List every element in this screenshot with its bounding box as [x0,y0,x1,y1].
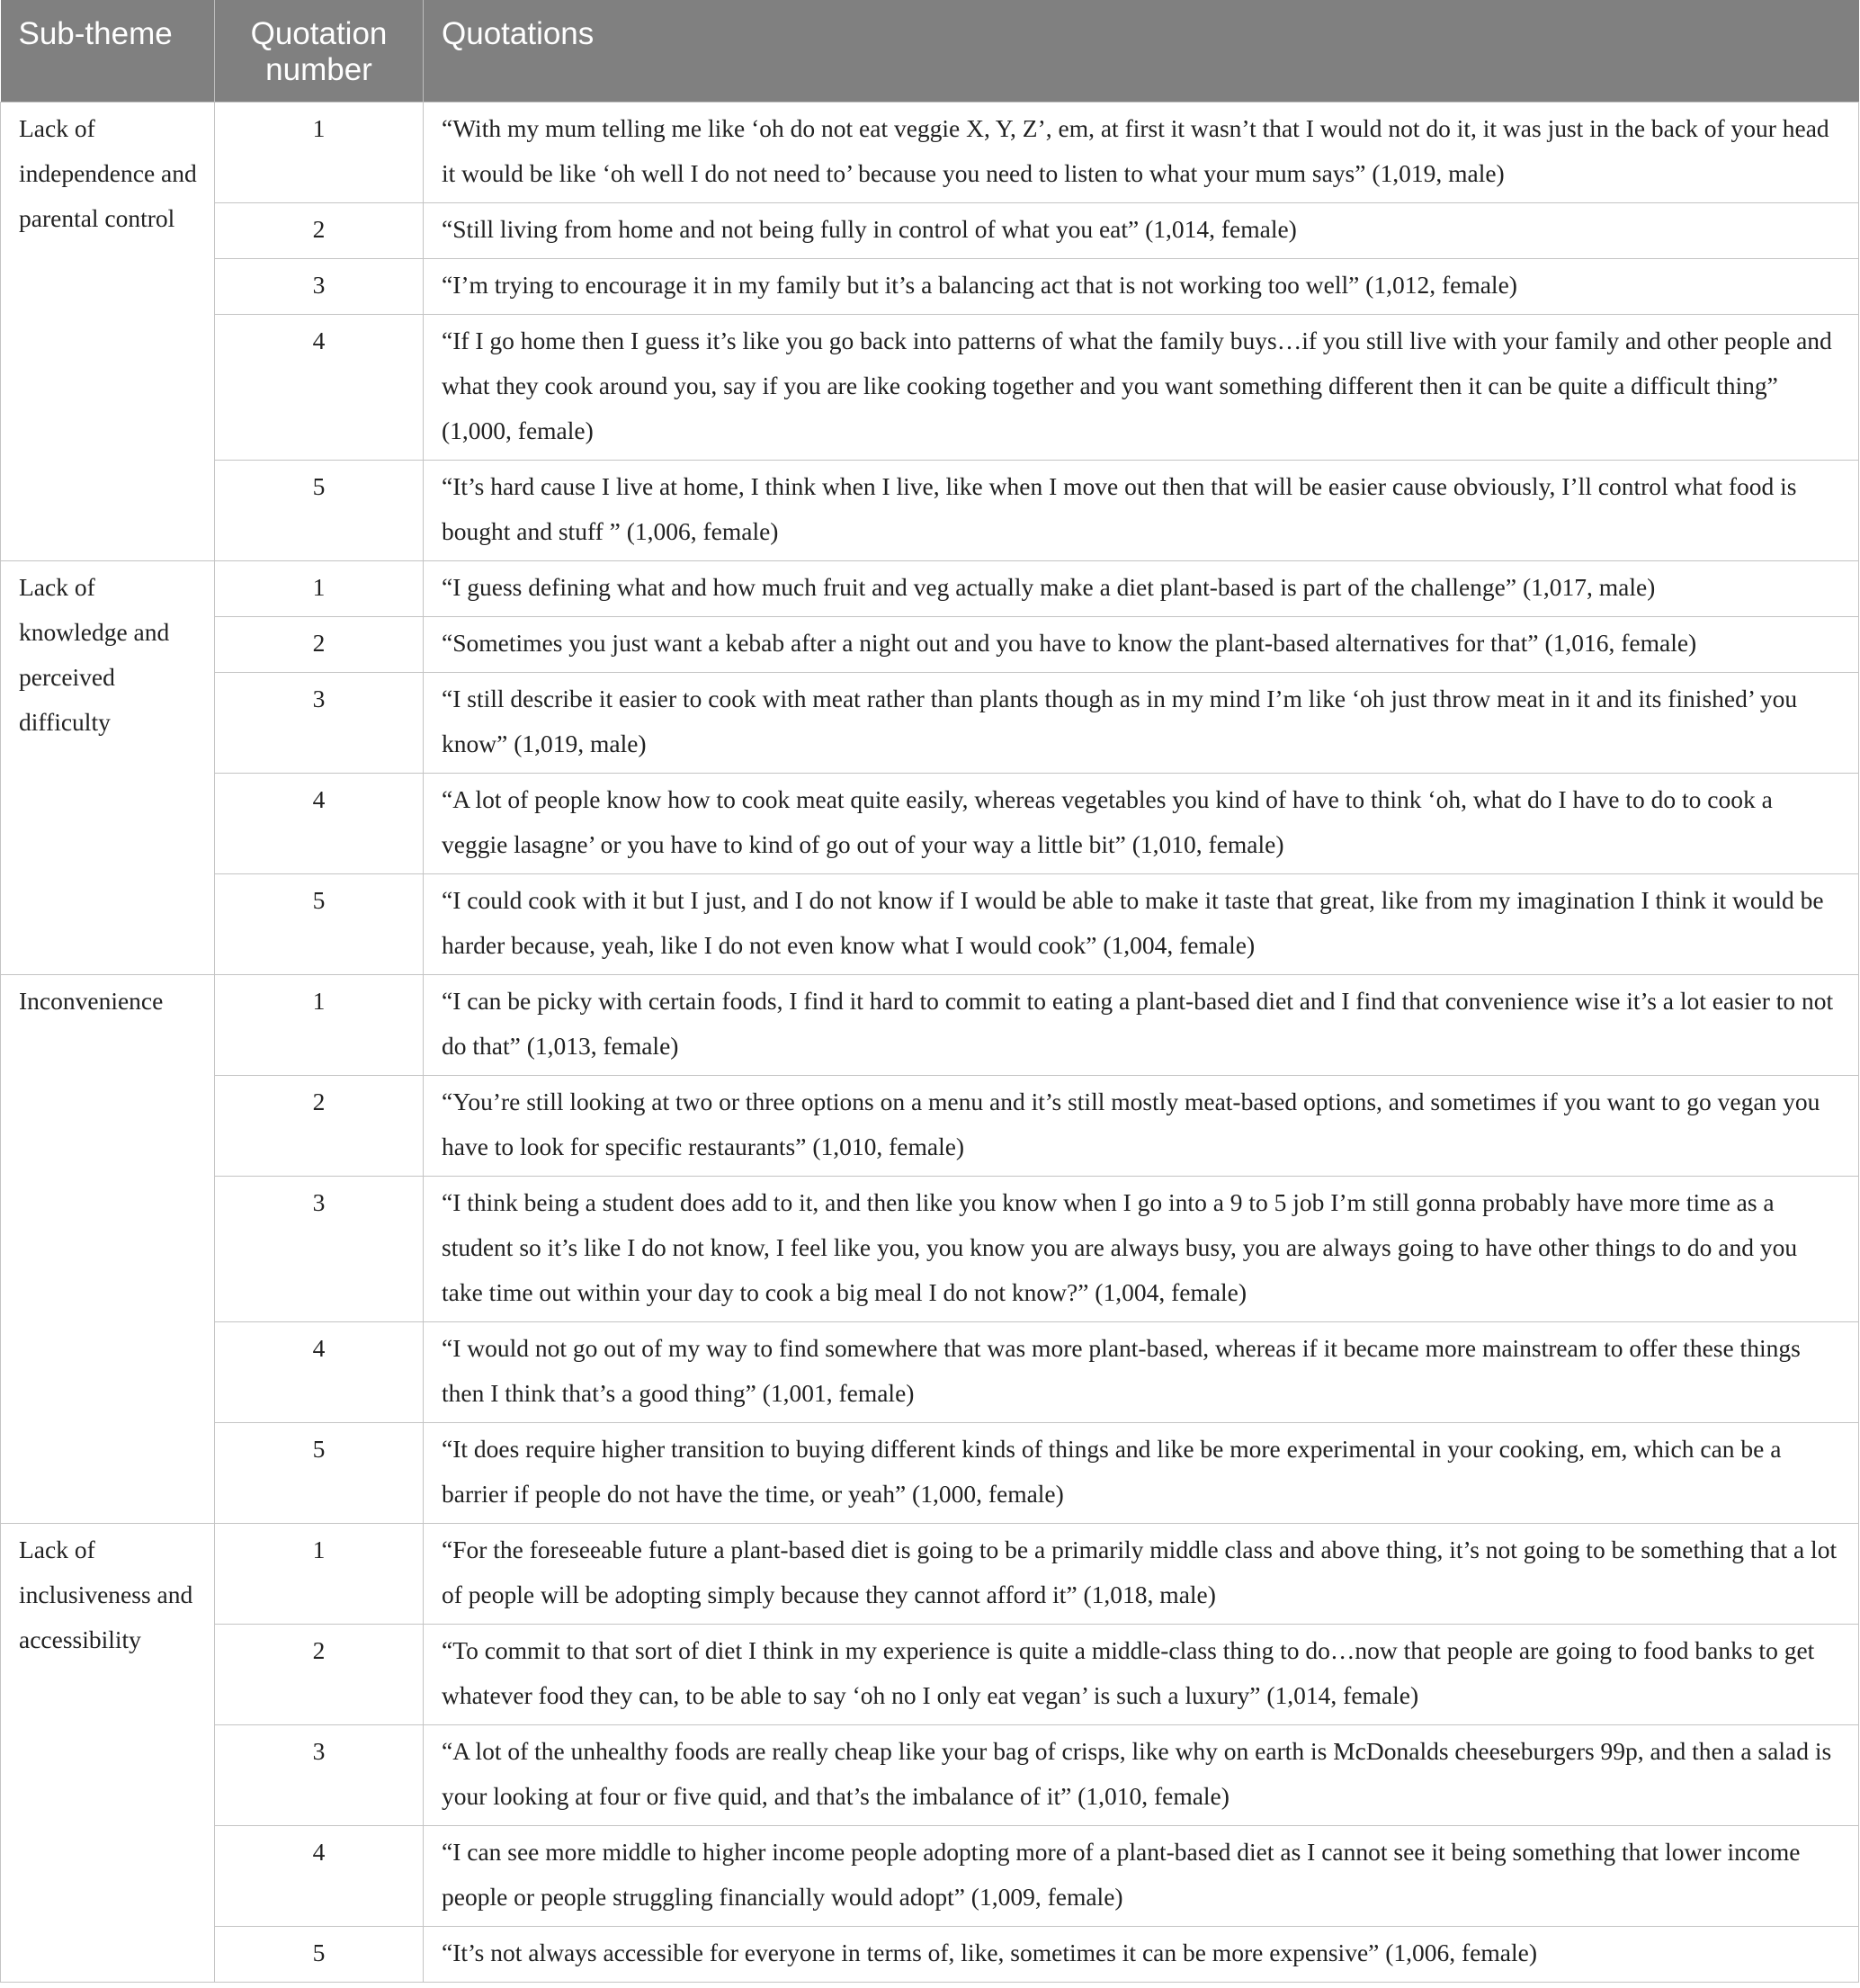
sub-theme-cell: Lack of inclusiveness and accessibility [1,1523,215,1982]
table-row [1,560,1859,616]
sub-theme-cell: Lack of knowledge and perceived difficulty [1,560,215,974]
quotation-number-cell: 1 [215,1523,424,1624]
table-row [1,1075,1859,1176]
quotation-number-cell: 5 [215,1422,424,1523]
quotation-cell: “I’m trying to encourage it in my family but it’s a balancing act that is not working too well” (1,012, female) [424,258,1859,314]
quotation-cell: “A lot of the unhealthy foods are really cheap like your bag of crisps, like why on earth is McDonalds cheeseburgers 99p, and then a salad is your looking at four or five quid, and that’s the imbalance of it” (1,010, female) [424,1724,1859,1825]
quotation-cell: “A lot of people know how to cook meat quite easily, whereas vegetables you kind of have to think ‘oh, what do I have to do to cook a veggie lasagne’ or you have to kind of go out of your way a little bit” (1,010, female) [424,773,1859,873]
table-row [1,102,1859,202]
table-row [1,1724,1859,1825]
table-row [1,1321,1859,1422]
table-row [1,258,1859,314]
quotation-number-cell: 2 [215,1075,424,1176]
quotation-number-cell: 3 [215,1724,424,1825]
quotation-cell: “For the foreseeable future a plant-based diet is going to be a primarily middle class and above thing, it’s not going to be something that a lot of people will be adopting simply because they cannot afford it” (1,018, male) [424,1523,1859,1624]
quotation-cell: “You’re still looking at two or three options on a menu and it’s still mostly meat-based options, and sometimes if you want to go vegan you have to look for specific restaurants” (1,010, female) [424,1075,1859,1176]
table-body [1,102,1859,1982]
quotation-number-cell: 4 [215,773,424,873]
table-row [1,1422,1859,1523]
header-sub-theme: Sub-theme [1,0,215,102]
table-row [1,873,1859,974]
quotation-number-cell: 3 [215,1176,424,1321]
quotation-cell: “Sometimes you just want a kebab after a night out and you have to know the plant-based alternatives for that” (1,016, female) [424,616,1859,672]
quotation-cell: “I can see more middle to higher income people adopting more of a plant-based diet as I cannot see it being something that lower income people or people struggling financially would adopt” (1,009, female) [424,1825,1859,1926]
quotation-cell: “With my mum telling me like ‘oh do not eat veggie X, Y, Z’, em, at first it wasn’t that I would not do it, it was just in the back of your head it would be like ‘oh well I do not need to’ because you need to listen to what your mum says” (1,019, male) [424,102,1859,202]
quotation-number-cell: 5 [215,873,424,974]
table-row [1,616,1859,672]
header-quotations: Quotations [424,0,1859,102]
quotation-number-cell: 5 [215,460,424,560]
table-row [1,202,1859,258]
quotation-cell: “Still living from home and not being fully in control of what you eat” (1,014, female) [424,202,1859,258]
quotation-cell: “I guess defining what and how much fruit and veg actually make a diet plant-based is part of the challenge” (1,017, male) [424,560,1859,616]
quotation-number-cell: 5 [215,1926,424,1982]
sub-theme-cell: Inconvenience [1,974,215,1523]
table-row [1,1825,1859,1926]
header-quotation-number: Quotation number [215,0,424,102]
quotation-number-cell: 1 [215,102,424,202]
table-header [1,0,1859,102]
quotation-cell: “It does require higher transition to buying different kinds of things and like be more experimental in your cooking, em, which can be a barrier if people do not have the time, or yeah” (1,000, female) [424,1422,1859,1523]
quotation-cell: “I would not go out of my way to find somewhere that was more plant-based, whereas if it became more mainstream to offer these things then I think that’s a good thing” (1,001, female) [424,1321,1859,1422]
table-row [1,1176,1859,1321]
quotation-cell: “I still describe it easier to cook with meat rather than plants though as in my mind I’m like ‘oh just throw meat in it and its finished’ you know” (1,019, male) [424,672,1859,773]
quotation-cell: “I think being a student does add to it, and then like you know when I go into a 9 to 5 job I’m still gonna probably have more time as a student so it’s like I do not know, I feel like you, you know you are always busy, you are always going to have other things to do and you take time out within your day to cook a big meal I do not know?” (1,004, female) [424,1176,1859,1321]
quotation-number-cell: 4 [215,1825,424,1926]
quotation-cell: “If I go home then I guess it’s like you go back into patterns of what the family buys…if you still live with your family and other people and what they cook around you, say if you are like cooking together and you want something different then it can be quite a difficult thing” (1,000, female) [424,314,1859,460]
quotation-number-cell: 4 [215,314,424,460]
quotation-number-cell: 2 [215,616,424,672]
sub-theme-cell: Lack of independence and parental control [1,102,215,560]
table-row [1,1926,1859,1982]
table-row [1,672,1859,773]
quotation-number-cell: 2 [215,202,424,258]
header-row [1,0,1859,102]
table-row [1,460,1859,560]
quotation-cell: “It’s not always accessible for everyone in terms of, like, sometimes it can be more expensive” (1,006, female) [424,1926,1859,1982]
quotation-number-cell: 4 [215,1321,424,1422]
quotation-number-cell: 1 [215,560,424,616]
table-row [1,974,1859,1075]
quotation-cell: “It’s hard cause I live at home, I think when I live, like when I move out then that will be easier cause obviously, I’ll control what food is bought and stuff ” (1,006, female) [424,460,1859,560]
table-row [1,1624,1859,1724]
quotation-cell: “I could cook with it but I just, and I do not know if I would be able to make it taste that great, like from my imagination I think it would be harder because, yeah, like I do not even know what I would cook” (1,004, female) [424,873,1859,974]
quotation-cell: “I can be picky with certain foods, I find it hard to commit to eating a plant-based diet and I find that convenience wise it’s a lot easier to not do that” (1,013, female) [424,974,1859,1075]
table-row [1,314,1859,460]
table-row [1,1523,1859,1624]
quotation-number-cell: 3 [215,672,424,773]
quotation-cell: “To commit to that sort of diet I think in my experience is quite a middle-class thing to do…now that people are going to food banks to get whatever food they can, to be able to say ‘oh no I only eat vegan’ is such a luxury” (1,014, female) [424,1624,1859,1724]
quotation-number-cell: 3 [215,258,424,314]
table-row [1,773,1859,873]
quotation-number-cell: 2 [215,1624,424,1724]
quotation-number-cell: 1 [215,974,424,1075]
